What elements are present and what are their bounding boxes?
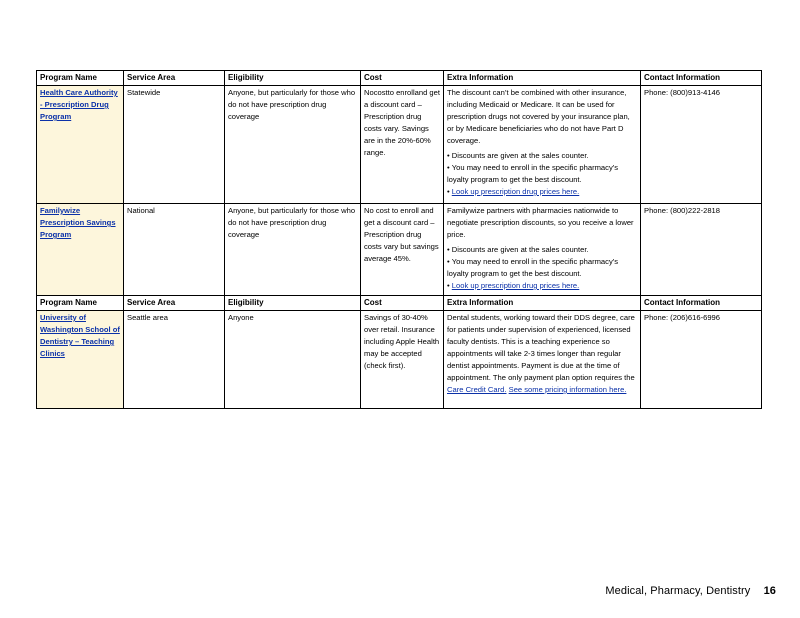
header-contact-information: Contact Information — [641, 296, 762, 311]
program-link-uw-dentistry[interactable]: University of Washington School of Dentistry – Teaching Clinics — [40, 313, 120, 358]
extra-info-text: The discount can’t be combined with other insurance, including Medicaid or Medicare. It can be used for prescription drugs not covered by your insurance plan, or by Medicare beneficiaries who do not have Part D coverage. — [447, 88, 630, 145]
extra-information-cell — [444, 86, 641, 204]
extra-info-text: Familywize partners with pharmacies nationwide to negotiate prescription discounts, so you receive a lower price. — [447, 206, 634, 239]
service-area-cell: Seattle area — [124, 311, 225, 409]
table-row — [37, 311, 762, 409]
header-program-name: Program Name — [37, 71, 124, 86]
bullet-item — [447, 186, 637, 198]
extra-info-bullets — [447, 150, 637, 198]
header-contact-information: Contact Information — [641, 71, 762, 86]
header-extra-information: Extra Information — [444, 71, 641, 86]
page-number: 16 — [763, 585, 776, 597]
drug-prices-link[interactable]: Look up prescription drug prices here. — [451, 281, 580, 290]
bullet-item: • Discounts are given at the sales counter. — [447, 244, 637, 256]
header-eligibility: Eligibility — [225, 296, 361, 311]
cost-cell: Savings of 30-40% over retail. Insurance including Apple Health may be accepted (check first). — [361, 311, 444, 409]
program-link-familywize[interactable]: Familywize Prescription Savings Program — [40, 206, 116, 239]
page-footer — [605, 585, 776, 597]
eligibility-cell: Anyone, but particularly for those who do not have prescription drug coverage — [225, 204, 361, 296]
footer-section-title: Medical, Pharmacy, Dentistry — [605, 585, 751, 597]
programs-table — [36, 70, 762, 409]
bullet-item: • Discounts are given at the sales counter. — [447, 150, 637, 162]
extra-information-cell — [444, 204, 641, 296]
service-area-cell: Statewide — [124, 86, 225, 204]
cost-cell: Nocostto enrolland get a discount card – Prescription drug costs vary. Savings are in the 20%-60% range. — [361, 86, 444, 204]
table-header-row — [37, 296, 762, 311]
program-link-health-care-authority[interactable]: Health Care Authority - Prescription Drug Program — [40, 88, 118, 121]
contact-cell: Phone: (206)616-6996 — [641, 311, 762, 409]
header-extra-information: Extra Information — [444, 296, 641, 311]
extra-info-text: Dental students, working toward their DDS degree, care for patients under supervision of experienced, licensed faculty dentists. This is a teaching experience so appointments will take 2-3 times longer than regular dentist appointments. Payment is due at the time of appointment. The only payment plan option requires the — [447, 313, 635, 382]
eligibility-cell: Anyone — [225, 311, 361, 409]
table-row — [37, 86, 762, 204]
program-name-cell — [37, 311, 124, 409]
bullet-item — [447, 280, 637, 292]
extra-information-cell — [444, 311, 641, 409]
header-service-area: Service Area — [124, 296, 225, 311]
bullet-item: • You may need to enroll in the specific pharmacy’s loyalty program to get the best discount. — [447, 162, 637, 186]
pricing-information-link[interactable]: See some pricing information here. — [508, 385, 627, 394]
extra-info-bullets — [447, 244, 637, 292]
eligibility-cell: Anyone, but particularly for those who do not have prescription drug coverage — [225, 86, 361, 204]
care-credit-card-link[interactable]: Care Credit Card. — [447, 385, 507, 394]
header-service-area: Service Area — [124, 71, 225, 86]
program-name-cell — [37, 204, 124, 296]
table-header-row — [37, 71, 762, 86]
header-eligibility: Eligibility — [225, 71, 361, 86]
header-cost: Cost — [361, 296, 444, 311]
service-area-cell: National — [124, 204, 225, 296]
program-name-cell — [37, 86, 124, 204]
header-cost: Cost — [361, 71, 444, 86]
drug-prices-link[interactable]: Look up prescription drug prices here. — [451, 187, 580, 196]
table-row — [37, 204, 762, 296]
contact-cell: Phone: (800)222-2818 — [641, 204, 762, 296]
cost-cell: No cost to enroll and get a discount card – Prescription drug costs vary but savings average 45%. — [361, 204, 444, 296]
bullet-item: • You may need to enroll in the specific pharmacy’s loyalty program to get the best discount. — [447, 256, 637, 280]
header-program-name: Program Name — [37, 296, 124, 311]
contact-cell: Phone: (800)913-4146 — [641, 86, 762, 204]
